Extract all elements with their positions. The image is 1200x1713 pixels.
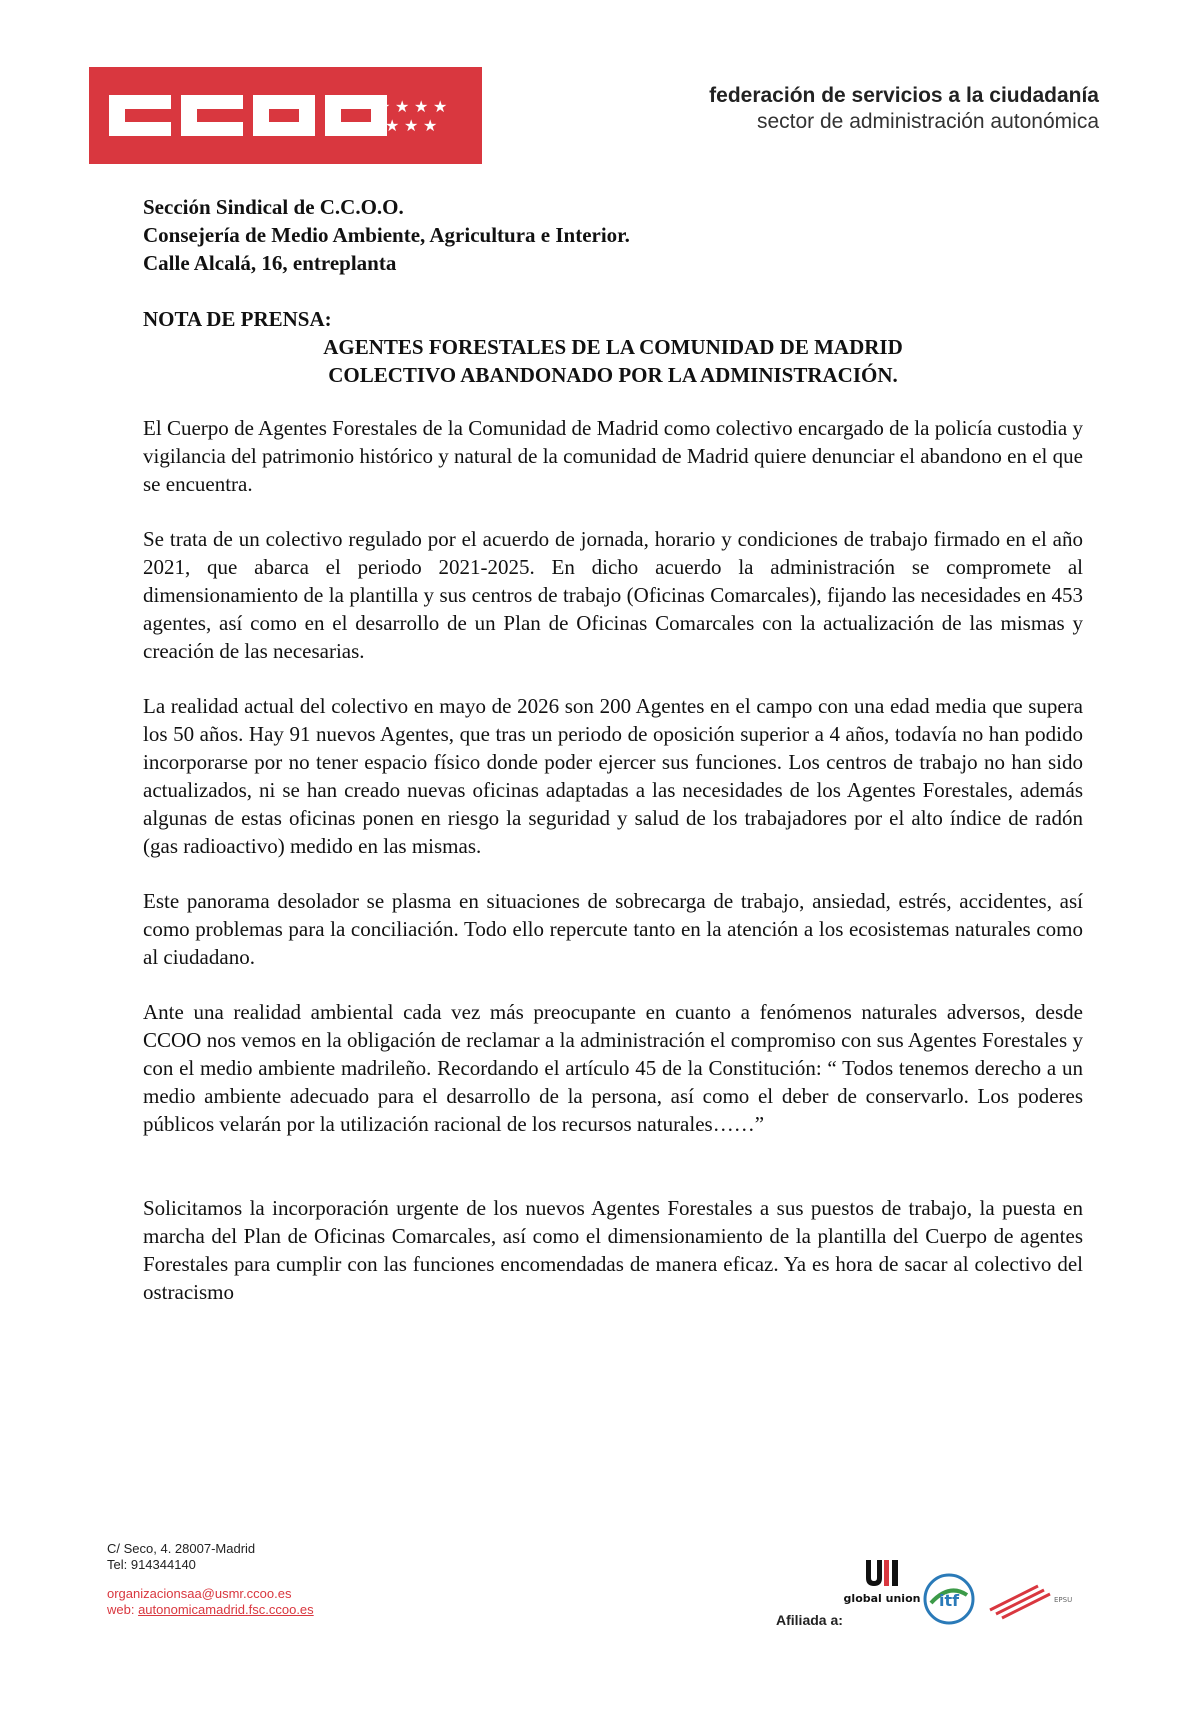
footer-email-link[interactable]: organizacionsaa@usmr.ccoo.es bbox=[107, 1586, 292, 1601]
footer-web-label: web: bbox=[107, 1602, 139, 1617]
paragraph: Ante una realidad ambiental cada vez más preocupante en cuanto a fenómenos naturales adversos, desde CCOO nos vemos en la obligación de reclamar a la administración el compromiso con sus Agentes Forestales y con el medio ambiente madrileño. Recordando el artículo 45 de la Constitución: “ Todos tenemos derecho a un medio ambiente adecuado para el desarrollo de la persona, así como el deber de conservarlo. Los poderes públicos velarán por la utilización racional de los recursos naturales……” bbox=[143, 1000, 1083, 1136]
itf-logo-text: itf bbox=[938, 1591, 960, 1610]
federation-name: federación de servicios a la ciudadanía bbox=[709, 84, 1099, 107]
headline-line-2: COLECTIVO ABANDONADO POR LA ADMINISTRACIÓN. bbox=[328, 363, 898, 387]
star-icon: ★ bbox=[433, 97, 448, 116]
footer-web bbox=[107, 1602, 314, 1618]
star-icon: ★ bbox=[395, 97, 410, 116]
epsu-logo bbox=[986, 1576, 1073, 1627]
paragraph: Solicitamos la incorporación urgente de los nuevos Agentes Forestales a sus puestos de trabajo, la puesta en marcha del Plan de Oficinas Comarcales, así como el dimensionamiento de la plantilla del Cuerpo de agentes Forestales para cumplir con las funciones encomendadas de manera eficaz. Ya es hora de sacar al colectivo del ostracismo bbox=[143, 1196, 1083, 1304]
sender-name: Sección Sindical de C.C.O.O. bbox=[143, 195, 404, 219]
ccoo-logo-mark bbox=[89, 67, 482, 164]
uni-global-union-logo bbox=[843, 1556, 921, 1629]
uni-logo-text: global union bbox=[843, 1592, 921, 1605]
footer-address: C/ Seco, 4. 28007-Madrid bbox=[107, 1541, 256, 1556]
press-headline bbox=[143, 333, 1083, 389]
press-label: NOTA DE PRENSA: bbox=[143, 307, 332, 331]
sender-address: Calle Alcalá, 16, entreplanta bbox=[143, 251, 397, 275]
federation-heading bbox=[709, 83, 1099, 135]
epsu-logo-text: EPSU bbox=[1054, 1596, 1073, 1604]
paragraph: Se trata de un colectivo regulado por el acuerdo de jornada, horario y condiciones de trabajo firmado en el año 2021, que abarca el periodo 2021-2025. En dicho acuerdo la administración se compromete al dimensionamiento de la plantilla y sus centros de trabajo (Oficinas Comarcales), fijando las necesidades en 453 agentes, así como en el desarrollo de un Plan de Oficinas Comarcales con la actualización de las mismas y creación de las necesarias. bbox=[143, 527, 1083, 663]
press-body bbox=[143, 414, 1083, 1333]
footer-phone: Tel: 914344140 bbox=[107, 1557, 196, 1572]
ccoo-logo bbox=[89, 67, 482, 164]
itf-logo bbox=[923, 1573, 975, 1630]
star-icon: ★ bbox=[385, 116, 400, 135]
footer-contact bbox=[107, 1541, 314, 1618]
star-icon: ★ bbox=[404, 116, 419, 135]
paragraph: La realidad actual del colectivo en mayo de 2026 son 200 Agentes en el campo con una edad media que supera los 50 años. Hay 91 nuevos Agentes, que tras un periodo de oposición superior a 4 años, todavía no han podido incorporarse por no tener espacio físico donde poder ejercer sus funciones. Los centros de trabajo no han sido actualizados, ni se han creado nuevas oficinas adaptadas a las necesidades de los Agentes Forestales, además algunas de estas oficinas ponen en riesgo la seguridad y salud de los trabajadores por el alto índice de radón (gas radioactivo) medido en las mismas. bbox=[143, 694, 1083, 858]
paragraph: El Cuerpo de Agentes Forestales de la Comunidad de Madrid como colectivo encargado de la policía custodia y vigilancia del patrimonio histórico y natural de la comunidad de Madrid quiere denunciar el abandono en el que se encuentra. bbox=[143, 416, 1083, 496]
headline-line-1: AGENTES FORESTALES DE LA COMUNIDAD DE MADRID bbox=[323, 335, 903, 359]
footer-web-link[interactable]: autonomicamadrid.fsc.ccoo.es bbox=[138, 1602, 314, 1617]
affiliated-label: Afiliada a: bbox=[776, 1612, 843, 1628]
sender-department: Consejería de Medio Ambiente, Agricultura e Interior. bbox=[143, 223, 630, 247]
star-icon: ★ bbox=[414, 97, 429, 116]
paragraph: Este panorama desolador se plasma en situaciones de sobrecarga de trabajo, ansiedad, estrés, accidentes, así como problemas para la conciliación. Todo ello repercute tanto en la atención a los ecosistemas naturales como al ciudadano. bbox=[143, 889, 1083, 969]
star-icon: ★ bbox=[423, 116, 438, 135]
star-icon: ★ bbox=[376, 97, 391, 116]
sender-block bbox=[143, 193, 630, 277]
federation-sector: sector de administración autonómica bbox=[756, 110, 1099, 133]
